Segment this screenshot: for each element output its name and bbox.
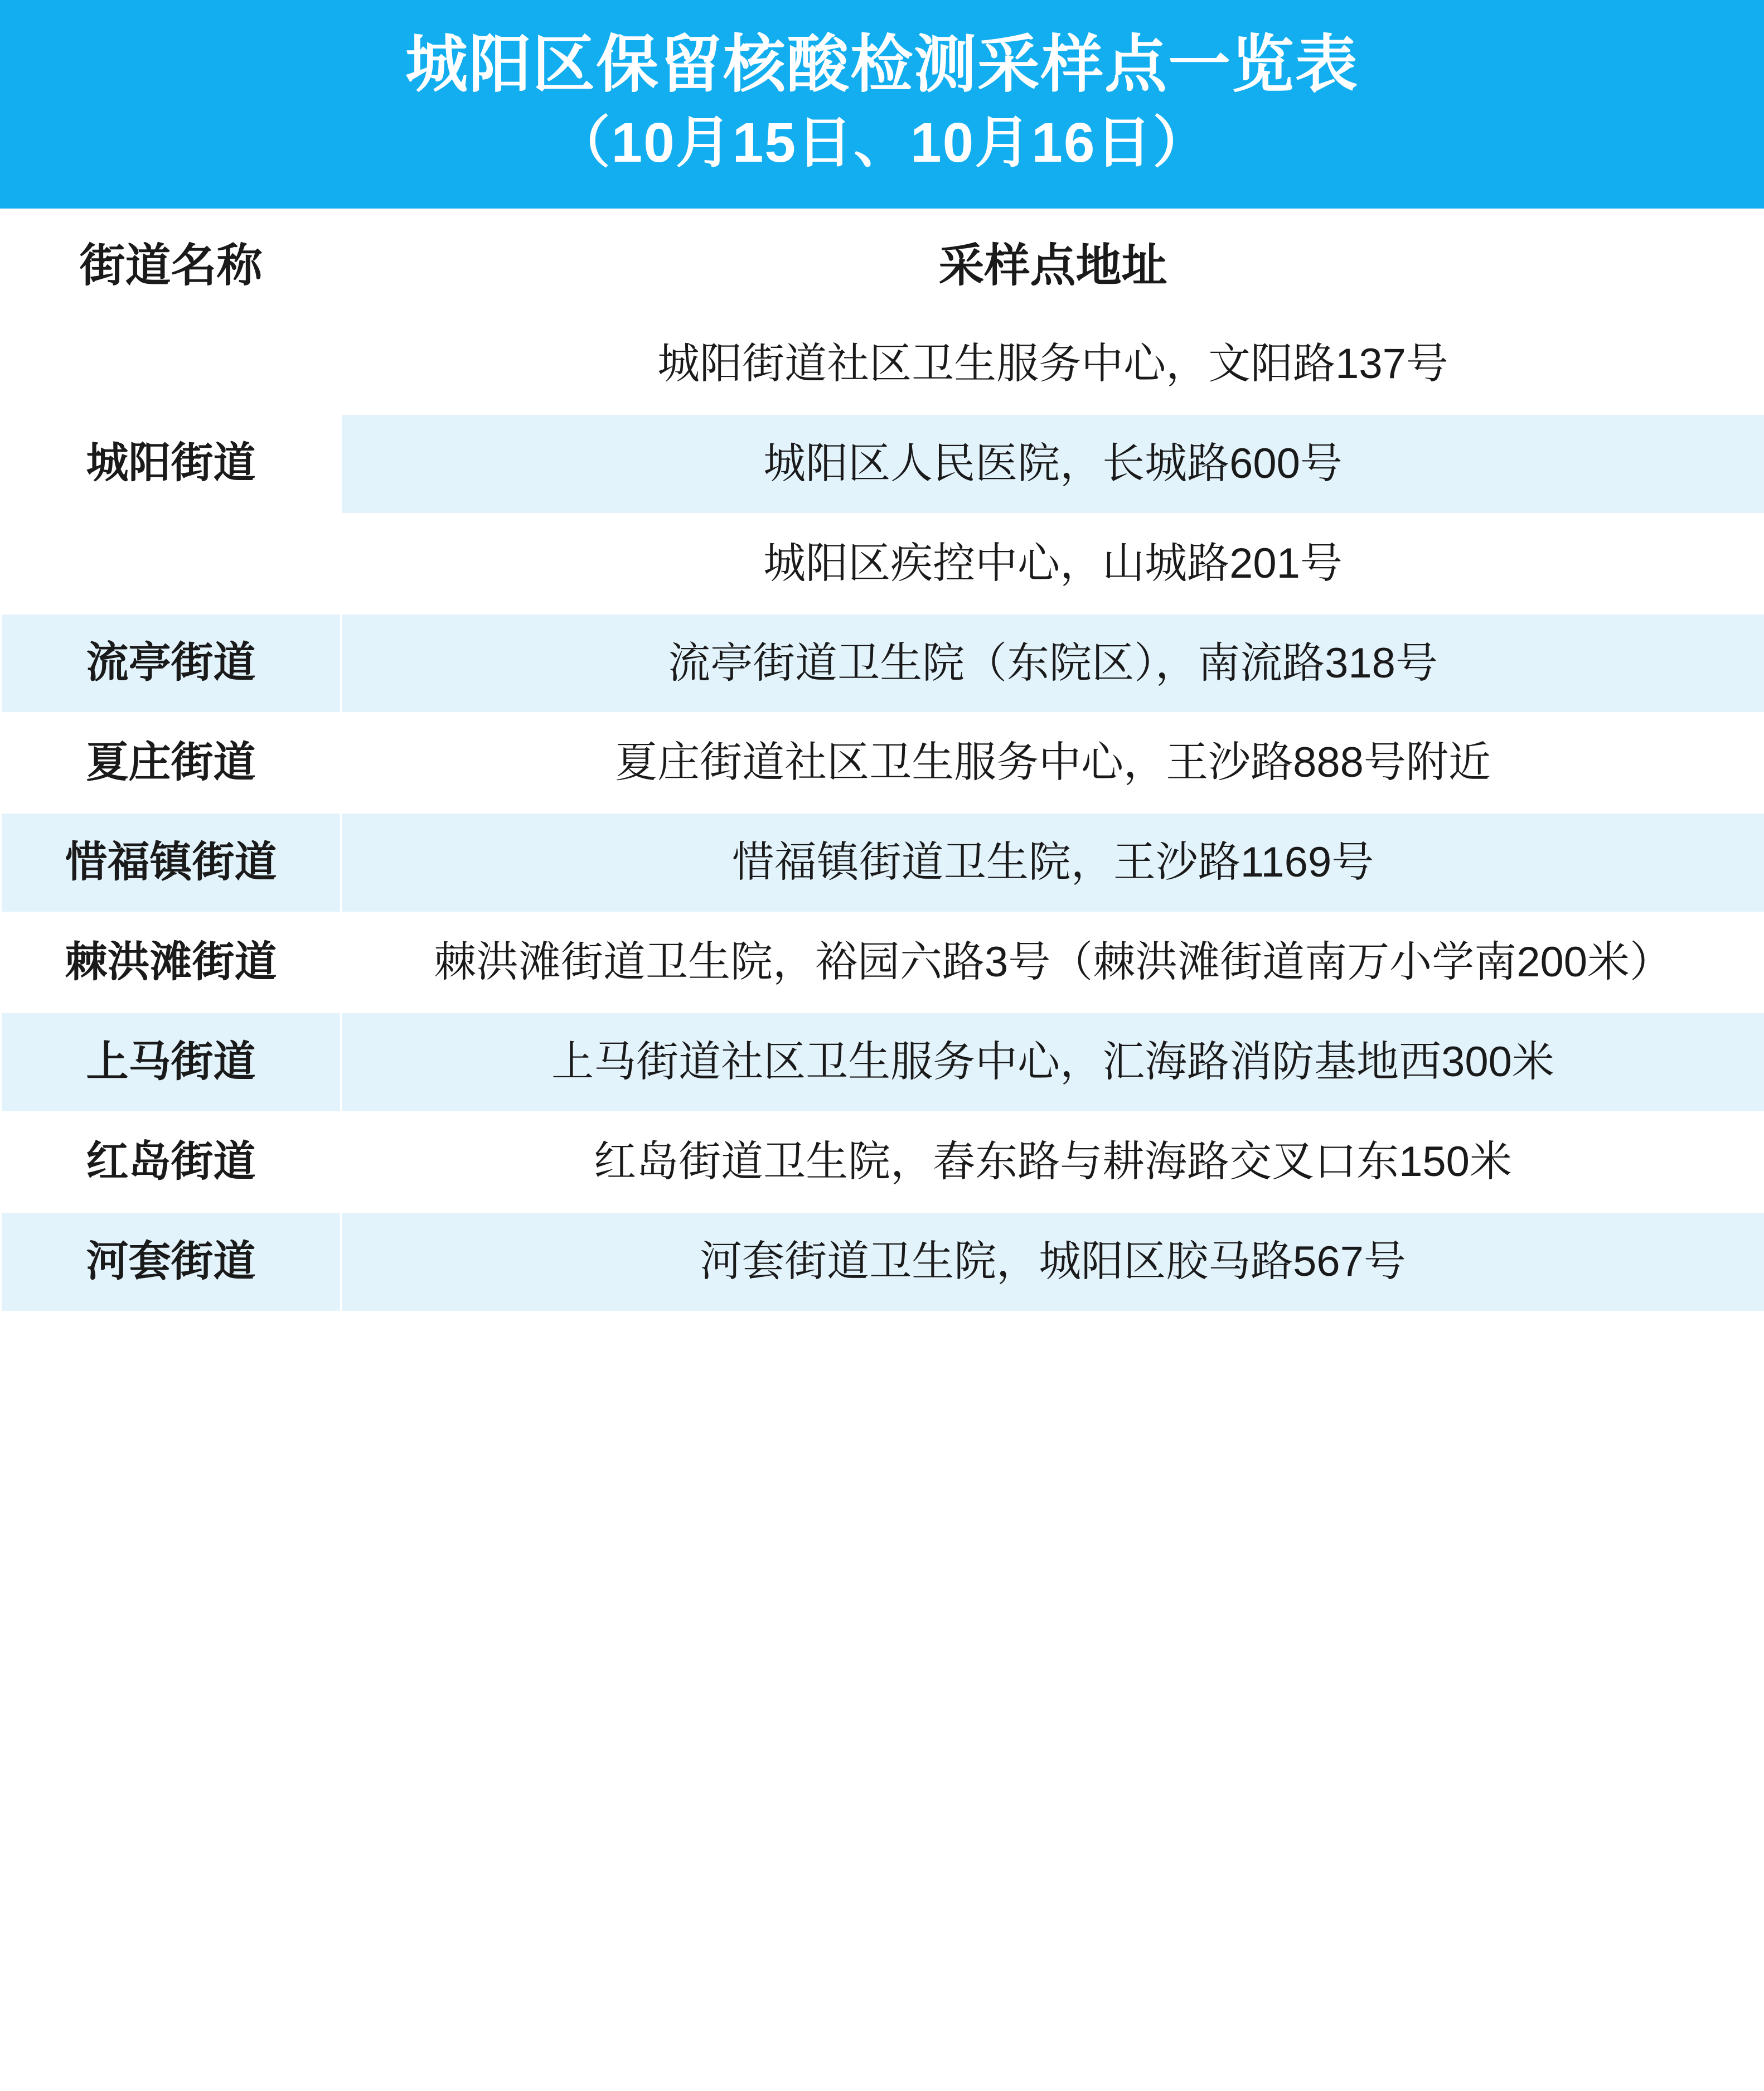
street-name-cell: 惜福镇街道: [1, 813, 341, 913]
table-row: [1, 1112, 1764, 1212]
address-cell: 城阳街道社区卫生服务中心，文阳路137号: [341, 314, 1764, 414]
banner-subtitle: （10月15日、10月16日）: [554, 111, 1210, 174]
street-name-cell: 棘洪滩街道: [1, 913, 341, 1013]
table-row: [1, 1212, 1764, 1311]
column-header-address: 采样点地址: [341, 209, 1764, 314]
banner-header: [0, 0, 1764, 209]
address-cell: 惜福镇街道卫生院，王沙路1169号: [341, 813, 1764, 913]
address-cell: 河套街道卫生院，城阳区胶马路567号: [341, 1212, 1764, 1311]
address-cell: 城阳区人民医院，长城路600号: [341, 414, 1764, 514]
address-cell: 夏庄街道社区卫生服务中心，王沙路888号附近: [341, 713, 1764, 813]
table-row: [1, 913, 1764, 1013]
table-row: [1, 713, 1764, 813]
street-name-cell: 城阳街道: [1, 314, 341, 613]
address-cell: 城阳区疾控中心，山城路201号: [341, 514, 1764, 613]
address-cell: 红岛街道卫生院，舂东路与耕海路交叉口东150米: [341, 1112, 1764, 1212]
address-cell: 棘洪滩街道卫生院，裕园六路3号（棘洪滩街道南万小学南200米）: [341, 913, 1764, 1013]
street-name-cell: 上马街道: [1, 1013, 341, 1112]
column-header-street: 街道名称: [1, 209, 341, 314]
street-name-cell: 夏庄街道: [1, 713, 341, 813]
table-header: [1, 209, 1764, 314]
banner-title: 城阳区保留核酸检测采样点一览表: [405, 30, 1359, 99]
table-row: [1, 613, 1764, 713]
table-row: [1, 813, 1764, 913]
table-row: [1, 1013, 1764, 1112]
table-row: [1, 314, 1764, 414]
table-body: [1, 314, 1764, 1311]
street-name-cell: 河套街道: [1, 1212, 341, 1311]
table-header-row: [1, 209, 1764, 314]
street-name-cell: 红岛街道: [1, 1112, 341, 1212]
address-cell: 流亭街道卫生院（东院区），南流路318号: [341, 613, 1764, 713]
sampling-sites-table: [0, 209, 1764, 1313]
street-name-cell: 流亭街道: [1, 613, 341, 713]
address-cell: 上马街道社区卫生服务中心，汇海路消防基地西300米: [341, 1013, 1764, 1112]
